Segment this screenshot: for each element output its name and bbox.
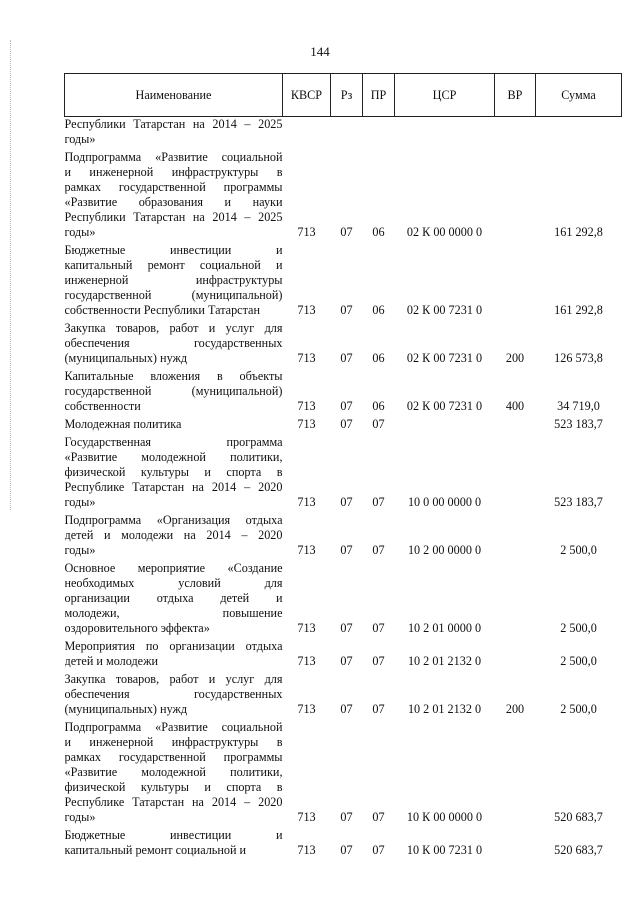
row-name <box>65 150 283 243</box>
row-pr: 07 <box>372 810 385 824</box>
row-kvsr: 713 <box>297 702 316 716</box>
row-name-line: Республики Татарстан на 2014 – 2025 <box>64 210 283 224</box>
row-name-line: физической культуры и спорта в <box>64 465 283 479</box>
row-name-line: Закупка товаров, работ и услуг для <box>64 321 283 335</box>
row-vr <box>495 243 536 321</box>
row-pr: 07 <box>372 654 385 668</box>
row-name-line: оздоровительного эффекта» <box>64 621 210 635</box>
row-name-line: Капитальные вложения в объекты <box>64 369 283 383</box>
row-kvsr: 713 <box>297 654 316 668</box>
row-rz: 07 <box>340 810 353 824</box>
row-rz: 07 <box>340 417 353 431</box>
row-vr <box>495 639 536 672</box>
row-name-line: годы» <box>64 810 96 824</box>
row-vr <box>495 417 536 435</box>
table-row <box>65 369 622 417</box>
row-name-line: годы» <box>64 225 96 239</box>
table-row <box>65 720 622 828</box>
row-csr <box>395 417 495 435</box>
table-body <box>65 117 622 862</box>
row-sum: 523 183,7 <box>554 417 603 431</box>
row-kvsr: 713 <box>297 621 316 635</box>
row-vr <box>495 117 536 151</box>
row-name-line: капитальный ремонт социальной и <box>64 843 247 857</box>
row-rz: 07 <box>340 654 353 668</box>
row-name-line: обеспечения государственных <box>64 687 283 701</box>
row-name <box>65 639 283 672</box>
row-name-line: годы» <box>64 543 96 557</box>
page-number: 144 <box>310 44 330 59</box>
row-sum: 34 719,0 <box>557 399 600 413</box>
row-name <box>65 243 283 321</box>
row-csr: 10 К 00 0000 0 <box>406 810 483 824</box>
row-rz: 07 <box>340 621 353 635</box>
row-name <box>65 369 283 417</box>
row-name-line: и инженерной инфраструктуры в <box>64 165 283 179</box>
row-kvsr: 713 <box>297 810 316 824</box>
table-row <box>65 828 622 861</box>
row-csr: 10 2 01 2132 0 <box>407 654 482 668</box>
scan-margin-marks <box>10 40 12 510</box>
row-name-line: организации отдыха детей и <box>64 591 283 605</box>
table-header-row <box>65 74 622 117</box>
row-rz: 07 <box>340 351 353 365</box>
row-name-line: детей и молодежи <box>64 654 159 668</box>
row-name-line: детей и молодежи на 2014 – 2020 <box>64 528 283 542</box>
row-name-line: и инженерной инфраструктуры в <box>64 735 283 749</box>
row-name-line: «Развитие молодежной политики, <box>64 450 283 464</box>
row-name-line: физической культуры и спорта в <box>64 780 283 794</box>
row-name-line: Закупка товаров, работ и услуг для <box>64 672 283 686</box>
row-csr: 10 0 00 0000 0 <box>407 495 482 509</box>
table-row <box>65 639 622 672</box>
row-pr: 07 <box>372 843 385 857</box>
row-csr: 10 2 01 2132 0 <box>407 702 482 716</box>
row-kvsr: 713 <box>297 351 316 365</box>
row-name-line: Республике Татарстан на 2014 – 2020 <box>64 795 283 809</box>
row-csr: 10 К 00 7231 0 <box>406 843 483 857</box>
row-name-line: необходимых условий для <box>64 576 283 590</box>
row-name-line: Республике Татарстан на 2014 – 2020 <box>64 480 283 494</box>
row-name-line: Подпрограмма «Развитие социальной <box>64 720 283 734</box>
budget-table <box>64 73 622 861</box>
row-kvsr <box>283 117 331 151</box>
row-sum: 523 183,7 <box>554 495 603 509</box>
row-name-line: рамках государственной программы <box>64 750 283 764</box>
table-row <box>65 150 622 243</box>
row-kvsr: 713 <box>297 417 316 431</box>
row-kvsr: 713 <box>297 543 316 557</box>
row-vr: 200 <box>505 351 525 365</box>
row-sum: 2 500,0 <box>560 702 597 716</box>
row-name-line: (муниципальных) нужд <box>64 702 188 716</box>
header-pr: ПР <box>363 74 395 117</box>
row-vr <box>495 561 536 639</box>
table-row <box>65 243 622 321</box>
row-rz: 07 <box>340 843 353 857</box>
header-sum: Сумма <box>536 74 622 117</box>
row-csr: 02 К 00 7231 0 <box>406 399 483 413</box>
row-name-line: обеспечения государственных <box>64 336 283 350</box>
row-pr: 07 <box>372 702 385 716</box>
row-sum: 161 292,8 <box>554 303 603 317</box>
row-csr: 10 2 01 0000 0 <box>407 621 482 635</box>
row-name-line: годы» <box>64 495 96 509</box>
row-name-line: (муниципальных) нужд <box>64 351 188 365</box>
row-name-line: Подпрограмма «Организация отдыха <box>64 513 283 527</box>
row-name <box>65 720 283 828</box>
row-name-line: Бюджетные инвестиции и <box>64 243 283 257</box>
row-csr: 02 К 00 7231 0 <box>406 351 483 365</box>
row-name-line: Мероприятия по организации отдыха <box>64 639 283 653</box>
header-rz: Рз <box>331 74 363 117</box>
row-vr: 400 <box>505 399 525 413</box>
row-csr: 02 К 00 0000 0 <box>406 225 483 239</box>
row-sum: 126 573,8 <box>554 351 603 365</box>
table-row <box>65 117 622 151</box>
row-name-line: рамках государственной программы <box>64 180 283 194</box>
row-vr: 200 <box>505 702 525 716</box>
row-name-line: капитальный ремонт социальной и <box>64 258 283 272</box>
row-name-line: Государственная программа <box>64 435 283 449</box>
row-csr <box>395 117 495 151</box>
row-sum <box>536 117 622 151</box>
row-vr <box>495 513 536 561</box>
row-name <box>65 513 283 561</box>
row-name-line: собственности Республики Татарстан <box>64 303 260 317</box>
row-name-line: государственной (муниципальной) <box>64 384 283 398</box>
row-pr: 06 <box>372 225 385 239</box>
header-csr: ЦСР <box>395 74 495 117</box>
row-name-line: инженерной инфраструктуры <box>64 273 283 287</box>
header-name: Наименование <box>65 74 283 117</box>
row-rz: 07 <box>340 225 353 239</box>
table-row <box>65 417 622 435</box>
row-rz: 07 <box>340 303 353 317</box>
row-name-line: молодежи, повышение <box>64 606 283 620</box>
row-kvsr: 713 <box>297 495 316 509</box>
row-name <box>65 435 283 513</box>
row-vr <box>495 435 536 513</box>
row-name-line: годы» <box>64 132 96 146</box>
row-sum: 520 683,7 <box>554 810 603 824</box>
table-row <box>65 435 622 513</box>
row-name-line: «Развитие образования и науки <box>64 195 283 209</box>
row-csr: 02 К 00 7231 0 <box>406 303 483 317</box>
row-rz: 07 <box>340 399 353 413</box>
row-pr: 07 <box>372 417 385 431</box>
row-kvsr: 713 <box>297 843 316 857</box>
row-rz: 07 <box>340 543 353 557</box>
row-sum: 2 500,0 <box>560 621 597 635</box>
row-rz <box>331 117 363 151</box>
row-pr: 06 <box>372 303 385 317</box>
row-vr <box>495 150 536 243</box>
row-vr <box>495 720 536 828</box>
row-name <box>65 561 283 639</box>
row-name-line: Республики Татарстан на 2014 – 2025 <box>64 117 283 131</box>
row-rz: 07 <box>340 495 353 509</box>
header-vr: ВР <box>495 74 536 117</box>
row-name <box>65 828 283 861</box>
row-sum: 520 683,7 <box>554 843 603 857</box>
row-name-line: Основное мероприятие «Создание <box>64 561 283 575</box>
row-name-line: собственности <box>64 399 141 413</box>
row-pr: 06 <box>372 351 385 365</box>
table-row <box>65 672 622 720</box>
row-name <box>65 672 283 720</box>
row-name <box>65 321 283 369</box>
row-pr: 07 <box>372 621 385 635</box>
row-pr: 07 <box>372 495 385 509</box>
row-name-line: Молодежная политика <box>64 417 182 431</box>
row-vr <box>495 828 536 861</box>
row-sum: 2 500,0 <box>560 654 597 668</box>
table-row <box>65 321 622 369</box>
row-csr: 10 2 00 0000 0 <box>407 543 482 557</box>
row-kvsr: 713 <box>297 399 316 413</box>
row-rz: 07 <box>340 702 353 716</box>
row-pr: 06 <box>372 399 385 413</box>
row-pr: 07 <box>372 543 385 557</box>
row-name-line: Подпрограмма «Развитие социальной <box>64 150 283 164</box>
row-name <box>65 417 283 435</box>
header-kvsr: КВСР <box>283 74 331 117</box>
row-pr <box>363 117 395 151</box>
table-row <box>65 513 622 561</box>
table-row <box>65 561 622 639</box>
row-sum: 161 292,8 <box>554 225 603 239</box>
row-kvsr: 713 <box>297 225 316 239</box>
row-name <box>65 117 283 151</box>
row-name-line: «Развитие молодежной политики, <box>64 765 283 779</box>
row-name-line: государственной (муниципальной) <box>64 288 283 302</box>
row-name-line: Бюджетные инвестиции и <box>64 828 283 842</box>
row-kvsr: 713 <box>297 303 316 317</box>
row-sum: 2 500,0 <box>560 543 597 557</box>
